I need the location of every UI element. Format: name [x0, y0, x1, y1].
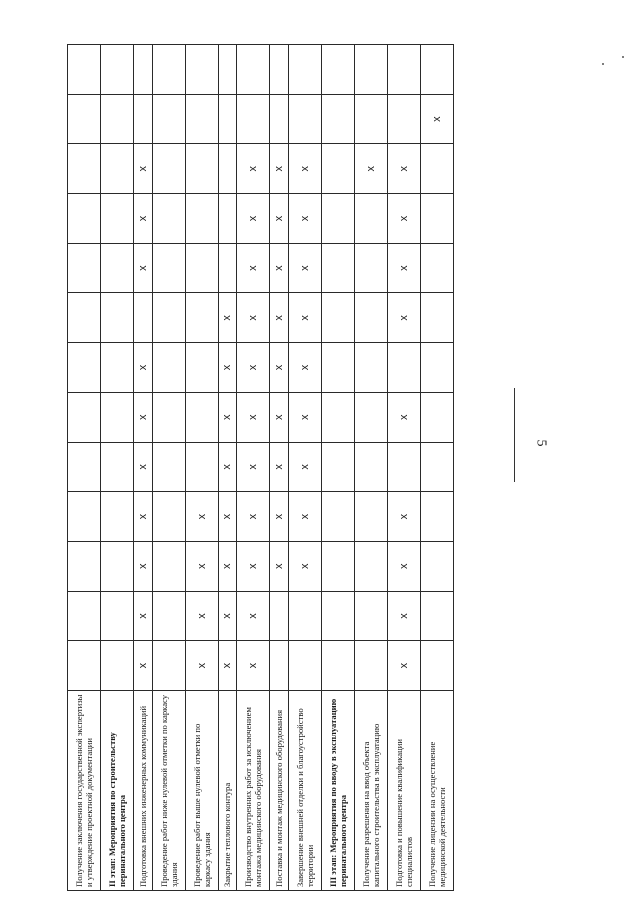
table-row — [237, 45, 270, 891]
schedule-mark: x — [134, 442, 153, 492]
schedule-mark: x — [134, 591, 153, 641]
schedule-mark: x — [134, 641, 153, 691]
schedule-cell — [354, 243, 387, 293]
schedule-cell — [152, 243, 185, 293]
schedule-cell — [237, 45, 270, 95]
schedule-mark: x — [134, 392, 153, 442]
table-row — [185, 45, 218, 891]
schedule-mark: x — [270, 392, 289, 442]
schedule-cell — [420, 442, 453, 492]
schedule-mark: x — [288, 194, 321, 244]
scan-speck — [622, 56, 624, 58]
schedule-mark: x — [218, 343, 237, 393]
task-label: Проведение работ выше нулевой отметки по каркасу здания — [185, 691, 218, 891]
schedule-cell — [321, 45, 354, 95]
schedule-cell — [152, 591, 185, 641]
schedule-mark: x — [134, 243, 153, 293]
schedule-cell — [68, 343, 101, 393]
schedule-cell — [218, 194, 237, 244]
table-row — [321, 45, 354, 891]
schedule-cell — [101, 591, 134, 641]
schedule-cell — [387, 343, 420, 393]
schedule-cell — [68, 392, 101, 442]
schedule-cell — [321, 293, 354, 343]
schedule-cell — [101, 194, 134, 244]
schedule-mark: x — [387, 392, 420, 442]
task-label: Закрытие теплового контура — [218, 691, 237, 891]
schedule-mark: x — [387, 194, 420, 244]
schedule-cell — [185, 45, 218, 95]
schedule-cell — [68, 442, 101, 492]
schedule-cell — [420, 45, 453, 95]
table-row — [354, 45, 387, 891]
schedule-mark: x — [288, 293, 321, 343]
schedule-mark: x — [237, 641, 270, 691]
schedule-cell — [101, 641, 134, 691]
schedule-mark: x — [270, 144, 289, 194]
signature-line — [514, 388, 515, 482]
schedule-cell — [152, 492, 185, 542]
schedule-cell — [387, 442, 420, 492]
schedule-cell — [68, 541, 101, 591]
schedule-mark: x — [237, 392, 270, 442]
scan-speck — [602, 63, 604, 65]
task-label: Подготовка внешних инженерных коммуникаций — [134, 691, 153, 891]
schedule-cell — [101, 442, 134, 492]
schedule-mark: x — [134, 343, 153, 393]
table-row — [101, 45, 134, 891]
schedule-mark: x — [270, 343, 289, 393]
schedule-cell — [152, 641, 185, 691]
schedule-mark: x — [185, 591, 218, 641]
schedule-cell — [68, 194, 101, 244]
schedule-mark: x — [218, 492, 237, 542]
schedule-cell — [321, 591, 354, 641]
schedule-mark: x — [288, 492, 321, 542]
schedule-mark: x — [270, 492, 289, 542]
schedule-cell — [354, 492, 387, 542]
schedule-cell — [134, 94, 153, 144]
schedule-cell — [152, 293, 185, 343]
table-row — [134, 45, 153, 891]
schedule-cell — [321, 243, 354, 293]
schedule-mark: x — [237, 541, 270, 591]
schedule-cell — [288, 45, 321, 95]
schedule-mark: x — [270, 442, 289, 492]
schedule-mark: x — [354, 144, 387, 194]
table-row — [218, 45, 237, 891]
schedule-cell — [152, 541, 185, 591]
schedule-cell — [321, 442, 354, 492]
schedule-mark: x — [134, 541, 153, 591]
schedule-mark: x — [134, 492, 153, 542]
schedule-mark: x — [237, 591, 270, 641]
schedule-cell — [321, 541, 354, 591]
schedule-mark: x — [185, 641, 218, 691]
schedule-mark: x — [270, 194, 289, 244]
schedule-mark: x — [288, 442, 321, 492]
schedule-cell — [270, 45, 289, 95]
schedule-cell — [101, 293, 134, 343]
schedule-cell — [354, 45, 387, 95]
schedule-cell — [101, 243, 134, 293]
schedule-mark: x — [237, 343, 270, 393]
schedule-mark: x — [218, 641, 237, 691]
schedule-cell — [354, 392, 387, 442]
schedule-cell — [68, 591, 101, 641]
schedule-mark: x — [270, 541, 289, 591]
schedule-cell — [101, 492, 134, 542]
schedule-cell — [68, 492, 101, 542]
schedule-cell — [354, 641, 387, 691]
schedule-cell — [218, 45, 237, 95]
schedule-cell — [101, 343, 134, 393]
schedule-cell — [321, 641, 354, 691]
schedule-cell — [68, 144, 101, 194]
schedule-cell — [387, 94, 420, 144]
schedule-mark: x — [270, 243, 289, 293]
task-label: Проведение работ ниже нулевой отметки по каркасу здания — [152, 691, 185, 891]
task-label: Подготовка и повышение квалификации специалистов — [387, 691, 420, 891]
schedule-mark: x — [237, 293, 270, 343]
schedule-cell — [321, 144, 354, 194]
schedule-cell — [185, 293, 218, 343]
schedule-cell — [420, 293, 453, 343]
schedule-cell — [152, 442, 185, 492]
schedule-mark: x — [288, 243, 321, 293]
schedule-mark: x — [237, 243, 270, 293]
schedule-cell — [288, 641, 321, 691]
schedule-cell — [68, 641, 101, 691]
schedule-cell — [270, 641, 289, 691]
table-row — [68, 45, 101, 891]
schedule-cell — [237, 94, 270, 144]
schedule-mark: x — [218, 392, 237, 442]
schedule-cell — [420, 343, 453, 393]
schedule-cell — [185, 442, 218, 492]
schedule-cell — [152, 144, 185, 194]
schedule-cell — [101, 392, 134, 442]
schedule-mark: x — [185, 541, 218, 591]
schedule-cell — [270, 94, 289, 144]
schedule-cell — [354, 293, 387, 343]
schedule-mark: x — [288, 343, 321, 393]
schedule-cell — [288, 591, 321, 641]
task-label: Получение разрешения на ввод объекта капитального строительства в эксплуатацию — [354, 691, 387, 891]
schedule-cell — [354, 94, 387, 144]
schedule-mark: x — [387, 591, 420, 641]
schedule-cell — [420, 541, 453, 591]
schedule-cell — [270, 591, 289, 641]
table-row — [270, 45, 289, 891]
schedule-cell — [185, 94, 218, 144]
task-label: Получение лицензии на осуществление медицинской деятельности — [420, 691, 453, 891]
schedule-cell — [420, 392, 453, 442]
schedule-cell — [185, 243, 218, 293]
schedule-cell — [420, 492, 453, 542]
schedule-mark: x — [387, 243, 420, 293]
schedule-cell — [420, 591, 453, 641]
schedule-cell — [354, 442, 387, 492]
schedule-mark: x — [218, 442, 237, 492]
schedule-mark: x — [288, 541, 321, 591]
schedule-mark: x — [387, 641, 420, 691]
schedule-table-rotated — [67, 45, 454, 891]
schedule-mark: x — [387, 541, 420, 591]
schedule-cell — [420, 144, 453, 194]
schedule-cell — [420, 194, 453, 244]
task-label: Производство внутренних работ за исключением монтажа медицинского оборудования — [237, 691, 270, 891]
schedule-cell — [185, 194, 218, 244]
schedule-cell — [152, 194, 185, 244]
schedule-mark: x — [387, 492, 420, 542]
schedule-cell — [354, 541, 387, 591]
task-label: Поставка и монтаж медицинского оборудования — [270, 691, 289, 891]
schedule-mark: x — [270, 293, 289, 343]
schedule-cell — [321, 343, 354, 393]
schedule-cell — [185, 343, 218, 393]
stage-heading: III этап: Мероприятия по вводу в эксплуатацию перинатального центра — [321, 691, 354, 891]
schedule-cell — [101, 45, 134, 95]
schedule-cell — [288, 94, 321, 144]
task-label: Получение заключения государственной экспертизы и утверждение проектной документации — [68, 691, 101, 891]
schedule-cell — [101, 144, 134, 194]
schedule-mark: x — [237, 144, 270, 194]
schedule-cell — [68, 293, 101, 343]
schedule-cell — [321, 94, 354, 144]
schedule-table-container — [67, 45, 454, 891]
table-row — [387, 45, 420, 891]
schedule-cell — [321, 392, 354, 442]
task-label: Завершение внешней отделки и благоустройство территории — [288, 691, 321, 891]
table-row — [288, 45, 321, 891]
schedule-cell — [321, 492, 354, 542]
schedule-cell — [185, 392, 218, 442]
schedule-mark: x — [288, 392, 321, 442]
schedule-cell — [420, 243, 453, 293]
schedule-cell — [218, 144, 237, 194]
schedule-cell — [152, 343, 185, 393]
schedule-cell — [354, 591, 387, 641]
schedule-mark: x — [288, 144, 321, 194]
schedule-mark: x — [237, 492, 270, 542]
schedule-mark: x — [237, 442, 270, 492]
schedule-mark: x — [134, 194, 153, 244]
page-number: 5 — [533, 439, 549, 447]
schedule-cell — [185, 144, 218, 194]
schedule-cell — [101, 94, 134, 144]
schedule-mark: x — [185, 492, 218, 542]
schedule-cell — [152, 392, 185, 442]
schedule-cell — [354, 194, 387, 244]
schedule-mark: x — [387, 293, 420, 343]
schedule-cell — [152, 45, 185, 95]
schedule-mark: x — [387, 144, 420, 194]
schedule-cell — [420, 641, 453, 691]
schedule-cell — [354, 343, 387, 393]
schedule-cell — [321, 194, 354, 244]
stage-heading: II этап: Мероприятия по строительству перинатального центра — [101, 691, 134, 891]
schedule-mark: x — [420, 94, 453, 144]
schedule-cell — [134, 293, 153, 343]
schedule-cell — [218, 243, 237, 293]
table-row — [420, 45, 453, 891]
schedule-mark: x — [218, 541, 237, 591]
schedule-cell — [134, 45, 153, 95]
schedule-mark: x — [218, 293, 237, 343]
schedule-cell — [68, 94, 101, 144]
schedule-cell — [68, 243, 101, 293]
schedule-cell — [218, 94, 237, 144]
schedule-mark: x — [218, 591, 237, 641]
schedule-table — [67, 44, 454, 891]
schedule-mark: x — [237, 194, 270, 244]
schedule-cell — [152, 94, 185, 144]
schedule-cell — [101, 541, 134, 591]
schedule-mark: x — [134, 144, 153, 194]
schedule-cell — [387, 45, 420, 95]
table-row — [152, 45, 185, 891]
schedule-cell — [68, 45, 101, 95]
